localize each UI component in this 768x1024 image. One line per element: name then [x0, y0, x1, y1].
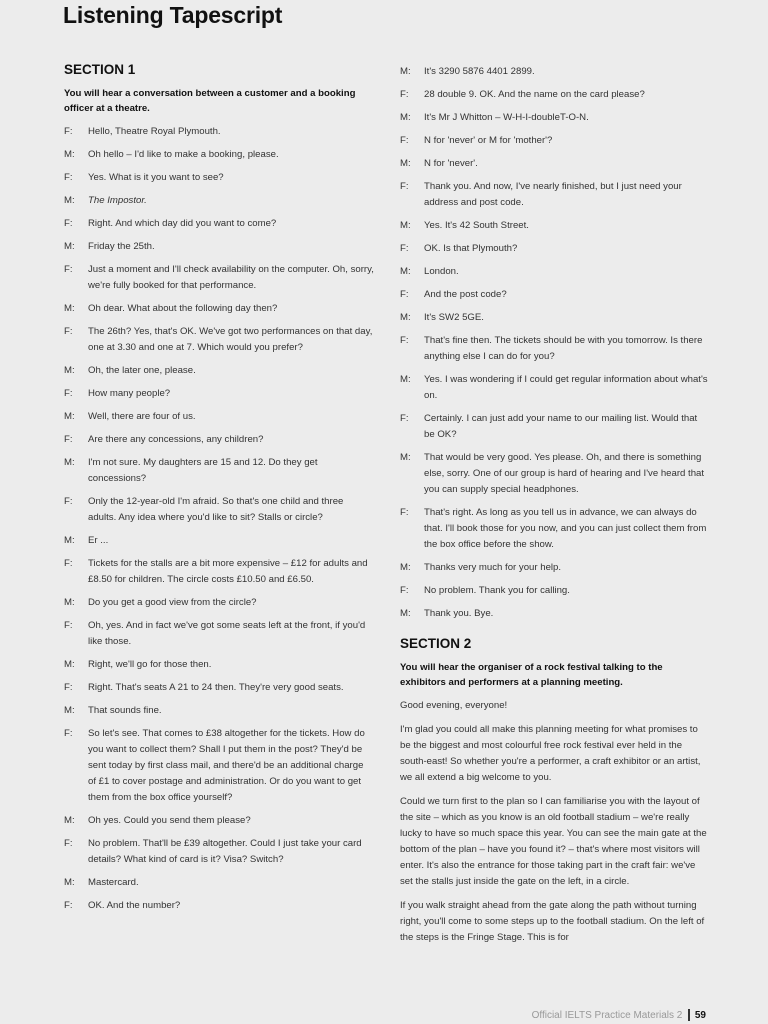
section2-heading: SECTION 2: [400, 636, 472, 651]
speaker-label: F:: [64, 620, 73, 631]
speaker-label: M:: [64, 705, 75, 716]
dialogue-text: Right, we'll go for those then.: [88, 659, 212, 670]
speaker-label: F:: [400, 243, 409, 254]
dialogue-line: [64, 618, 374, 650]
dialogue-text: Thank you. Bye.: [424, 608, 494, 619]
section1-heading: SECTION 1: [64, 62, 136, 77]
speaker-label: M:: [64, 195, 75, 206]
speaker-label: F:: [400, 135, 409, 146]
dialogue-text: The Impostor.: [88, 195, 147, 206]
speaker-label: M:: [64, 597, 75, 608]
dialogue-line: [400, 64, 710, 80]
dialogue-text: Thanks very much for your help.: [424, 562, 562, 573]
dialogue-text: Tickets for the stalls are a bit more expensive – £12 for adults and £8.50 for children. The circle costs £10.50 and £6.50.: [88, 558, 368, 585]
dialogue-line: [64, 494, 374, 526]
dialogue-line: [64, 386, 374, 402]
dialogue-text: That's right. As long as you tell us in advance, we can always do that. I'll book those for you now, and you can just collect them from the box office before the show.: [424, 507, 707, 550]
dialogue-text: How many people?: [88, 388, 171, 399]
dialogue-line: [64, 533, 374, 549]
dialogue-text: So let's see. That comes to £38 altogether for the tickets. How do you want to collect them? Shall I put them in the post? They'd be sent today by first class mail, and there'd be an additional charge of £1 to cover postage and administration. Or do you want to get them from the box office yourself?: [88, 728, 365, 803]
speaker-label: F:: [64, 728, 73, 739]
dialogue-line: [400, 241, 710, 257]
footer-divider: [688, 1009, 690, 1021]
dialogue-text: That sounds fine.: [88, 705, 162, 716]
dialogue-text: That's fine then. The tickets should be with you tomorrow. Is there anything else I can do for you?: [424, 335, 703, 362]
footer-book-title: Official IELTS Practice Materials 2: [531, 1009, 683, 1021]
page-title: Listening Tapescript: [63, 2, 283, 28]
dialogue-line: [400, 110, 710, 126]
dialogue-line: [64, 898, 374, 914]
dialogue-line: [64, 680, 374, 696]
left-column: [64, 62, 374, 921]
dialogue-line: [64, 262, 374, 294]
speaker-label: M:: [64, 815, 75, 826]
section2-body: [400, 698, 710, 946]
dialogue-line: [64, 409, 374, 425]
dialogue-line: [400, 411, 710, 443]
dialogue-text: It's Mr J Whitton – W-H-I-doubleT-O-N.: [424, 112, 589, 123]
dialogue-text: No problem. That'll be £39 altogether. Could I just take your card details? What kind of card is it? Visa? Switch?: [88, 838, 362, 865]
page-footer: [532, 1009, 706, 1021]
speaker-label: F:: [400, 585, 409, 596]
section2-paragraph: Good evening, everyone!: [400, 700, 508, 711]
dialogue-text: Well, there are four of us.: [88, 411, 196, 422]
dialogue-line: [64, 170, 374, 186]
dialogue-line: [64, 147, 374, 163]
section1-intro: You will hear a conversation between a customer and a booking officer at a theatre.: [64, 88, 356, 114]
dialogue-text: No problem. Thank you for calling.: [424, 585, 570, 596]
dialogue-line: [64, 239, 374, 255]
dialogue-text: Do you get a good view from the circle?: [88, 597, 257, 608]
speaker-label: M:: [64, 535, 75, 546]
dialogue-text: Yes. It's 42 South Street.: [424, 220, 529, 231]
speaker-label: M:: [400, 66, 411, 77]
speaker-label: F:: [64, 558, 73, 569]
dialogue-line: [400, 310, 710, 326]
dialogue-text: Are there any concessions, any children?: [88, 434, 264, 445]
dialogue-text: Friday the 25th.: [88, 241, 155, 252]
dialogue-text: Just a moment and I'll check availability on the computer. Oh, sorry, we're fully booked for that performance.: [88, 264, 374, 291]
speaker-label: F:: [400, 89, 409, 100]
speaker-label: M:: [400, 112, 411, 123]
dialogue-text: It's SW2 5GE.: [424, 312, 484, 323]
speaker-label: F:: [400, 289, 409, 300]
speaker-label: M:: [64, 149, 75, 160]
dialogue-text: It's 3290 5876 4401 2899.: [424, 66, 535, 77]
dialogue-line: [64, 595, 374, 611]
dialogue-text: Only the 12-year-old I'm afraid. So that's one child and three adults. Any idea where you'd like to sit? Stalls or circle?: [88, 496, 344, 523]
dialogue-line: [64, 432, 374, 448]
dialogue-line: [64, 363, 374, 379]
dialogue-line: [64, 301, 374, 317]
dialogue-line: [64, 703, 374, 719]
speaker-label: M:: [400, 562, 411, 573]
speaker-label: F:: [400, 413, 409, 424]
speaker-label: M:: [64, 659, 75, 670]
dialogue-line: [64, 875, 374, 891]
speaker-label: F:: [64, 388, 73, 399]
section2-paragraph: If you walk straight ahead from the gate along the path without turning right, you'll come to some steps up to the football stadium. On the left of the steps is the Fringe Stage. This is for: [400, 900, 705, 943]
speaker-label: F:: [64, 496, 73, 507]
dialogue-text: 28 double 9. OK. And the name on the card please?: [424, 89, 645, 100]
dialogue-text: Oh, yes. And in fact we've got some seats left at the front, if you'd like those.: [88, 620, 366, 647]
speaker-label: M:: [400, 452, 411, 463]
dialogue-text: Yes. What is it you want to see?: [88, 172, 224, 183]
dialogue-line: [64, 193, 374, 209]
dialogue-text: I'm not sure. My daughters are 15 and 12. Do they get concessions?: [88, 457, 318, 484]
speaker-label: F:: [64, 218, 73, 229]
section2-intro: You will hear the organiser of a rock festival talking to the exhibitors and performers at a planning meeting.: [400, 662, 663, 688]
speaker-label: M:: [400, 220, 411, 231]
speaker-label: F:: [400, 507, 409, 518]
dialogue-line: [400, 264, 710, 280]
dialogue-text: Er ...: [88, 535, 109, 546]
speaker-label: M:: [64, 411, 75, 422]
dialogue-line: [400, 560, 710, 576]
page-number: 59: [694, 1009, 706, 1021]
section1-dialogue-right: [400, 64, 710, 622]
speaker-label: M:: [400, 312, 411, 323]
dialogue-line: [400, 606, 710, 622]
dialogue-text: Certainly. I can just add your name to our mailing list. Would that be OK?: [424, 413, 698, 440]
speaker-label: M:: [64, 365, 75, 376]
dialogue-line: [400, 583, 710, 599]
dialogue-line: [64, 455, 374, 487]
speaker-label: M:: [64, 241, 75, 252]
speaker-label: F:: [64, 900, 73, 911]
dialogue-text: Hello, Theatre Royal Plymouth.: [88, 126, 221, 137]
dialogue-line: [64, 657, 374, 673]
dialogue-line: [400, 179, 710, 211]
speaker-label: M:: [400, 608, 411, 619]
dialogue-text: And the post code?: [424, 289, 507, 300]
right-column: [400, 64, 710, 954]
speaker-label: M:: [64, 457, 75, 468]
dialogue-text: That would be very good. Yes please. Oh, and there is something else, sorry. One of our group is hard of hearing and I've heard that you can supply special headphones.: [424, 452, 705, 495]
dialogue-text: Right. And which day did you want to come?: [88, 218, 277, 229]
dialogue-line: [64, 216, 374, 232]
dialogue-text: Oh dear. What about the following day then?: [88, 303, 278, 314]
section2-paragraph: I'm glad you could all make this planning meeting for what promises to be the biggest and most colourful free rock festival ever held in the south-east! So whether you're a performer, a craft exhibitor or an artist, we all extend a big welcome to you.: [400, 724, 701, 783]
speaker-label: M:: [400, 374, 411, 385]
speaker-label: F:: [64, 434, 73, 445]
speaker-label: F:: [64, 264, 73, 275]
dialogue-line: [400, 156, 710, 172]
dialogue-line: [64, 124, 374, 140]
dialogue-line: [400, 450, 710, 498]
speaker-label: F:: [64, 326, 73, 337]
dialogue-text: Oh yes. Could you send them please?: [88, 815, 251, 826]
speaker-label: F:: [400, 335, 409, 346]
dialogue-text: Oh, the later one, please.: [88, 365, 196, 376]
section2-paragraph: Could we turn first to the plan so I can familiarise you with the layout of the site – which as you know is an old football stadium – we're really lucky to have so much space this year. You can see the main gate at the bottom of the plan – have you found it? – that's where most visitors will enter. It's also the entrance for those taking part in the craft fair: we've set the stalls just inside the gate on the left, in a circle.: [400, 796, 707, 887]
speaker-label: M:: [400, 158, 411, 169]
dialogue-line: [400, 505, 710, 553]
dialogue-text: Mastercard.: [88, 877, 139, 888]
dialogue-text: N for 'never' or M for 'mother'?: [424, 135, 553, 146]
speaker-label: M:: [64, 303, 75, 314]
dialogue-text: OK. Is that Plymouth?: [424, 243, 518, 254]
dialogue-line: [400, 287, 710, 303]
dialogue-line: [64, 836, 374, 868]
speaker-label: F:: [400, 181, 409, 192]
section1-dialogue-left: [64, 124, 374, 914]
dialogue-line: [64, 813, 374, 829]
speaker-label: M:: [64, 877, 75, 888]
dialogue-text: Yes. I was wondering if I could get regular information about what's on.: [424, 374, 708, 401]
speaker-label: F:: [64, 126, 73, 137]
dialogue-line: [64, 324, 374, 356]
dialogue-line: [64, 556, 374, 588]
dialogue-line: [400, 218, 710, 234]
dialogue-line: [400, 372, 710, 404]
dialogue-line: [400, 333, 710, 365]
speaker-label: M:: [400, 266, 411, 277]
dialogue-line: [400, 133, 710, 149]
dialogue-text: N for 'never'.: [424, 158, 478, 169]
speaker-label: F:: [64, 838, 73, 849]
speaker-label: F:: [64, 682, 73, 693]
dialogue-text: The 26th? Yes, that's OK. We've got two performances on that day, one at 3.30 and one at 7. Which would you prefer?: [88, 326, 373, 353]
speaker-label: F:: [64, 172, 73, 183]
dialogue-text: Thank you. And now, I've nearly finished, but I just need your address and post code.: [424, 181, 682, 208]
dialogue-text: Right. That's seats A 21 to 24 then. They're very good seats.: [88, 682, 344, 693]
dialogue-text: London.: [424, 266, 459, 277]
dialogue-line: [400, 87, 710, 103]
dialogue-text: Oh hello – I'd like to make a booking, please.: [88, 149, 279, 160]
dialogue-text: OK. And the number?: [88, 900, 181, 911]
dialogue-line: [64, 726, 374, 806]
